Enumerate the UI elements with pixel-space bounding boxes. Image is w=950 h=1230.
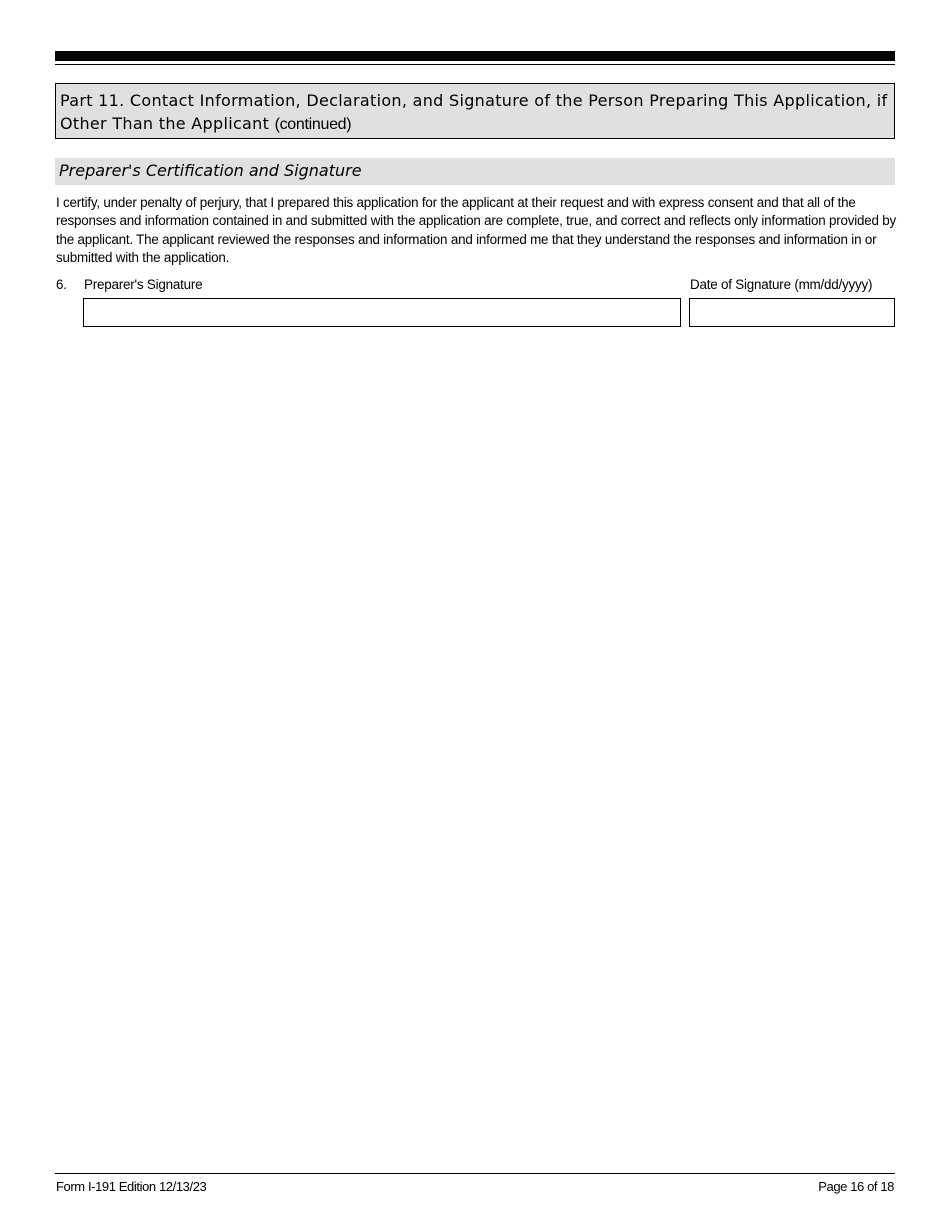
section-title: Preparer's Certification and Signature	[59, 161, 362, 180]
preparer-signature-field[interactable]	[83, 298, 681, 327]
header-rule-thin	[55, 64, 895, 65]
certification-text: I certify, under penalty of perjury, that I prepared this application for the applicant at their request and with express consent and that all of the responses and information contained in and submitted with the application are complete, true, and correct and reflects only information provided by the applicant. The applicant reviewed the responses and information and informed me that they understand the responses and information in or submitted with the application.	[56, 195, 896, 265]
part-title	[60, 89, 890, 136]
signature-label: Preparer's Signature	[84, 277, 203, 292]
item-number: 6.	[56, 277, 67, 292]
continued-label: (continued)	[274, 116, 352, 133]
footer-rule	[55, 1173, 895, 1174]
form-edition: Form I-191 Edition 12/13/23	[56, 1179, 207, 1194]
section-header	[55, 158, 895, 185]
part-header	[55, 83, 895, 139]
header-rule-thick	[55, 51, 895, 61]
signature-date-field[interactable]	[689, 298, 895, 327]
part-title-text: Part 11. Contact Information, Declaration, and Signature of the Person Preparing This Application, if Other Than the Applicant	[60, 91, 888, 133]
date-label: Date of Signature (mm/dd/yyyy)	[690, 277, 873, 292]
page-number: Page 16 of 18	[818, 1179, 894, 1194]
